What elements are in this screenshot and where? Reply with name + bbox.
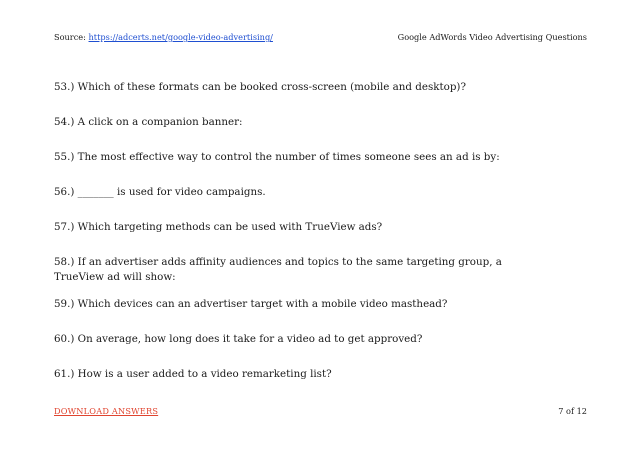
question-item: 54.) A click on a companion banner: xyxy=(54,116,243,128)
question-item: 55.) The most effective way to control the number of times someone sees an ad is by: xyxy=(54,151,500,163)
download-answers-link[interactable]: DOWNLOAD ANSWERS xyxy=(54,406,159,416)
source-label: Source: xyxy=(54,32,89,42)
page-header xyxy=(54,30,587,44)
question-item: 58.) If an advertiser adds affinity audiences and topics to the same targeting group, a TrueView ad will show: xyxy=(54,256,502,283)
document-title: Google AdWords Video Advertising Questions xyxy=(397,32,587,42)
source-line xyxy=(54,30,273,44)
page-footer xyxy=(54,404,587,418)
question-item: 59.) Which devices can an advertiser target with a mobile video masthead? xyxy=(54,298,448,310)
page-number: 7 of 12 xyxy=(558,406,587,416)
question-item: 56.) _______ is used for video campaigns. xyxy=(54,186,266,198)
question-item: 53.) Which of these formats can be booked cross-screen (mobile and desktop)? xyxy=(54,81,466,93)
question-item: 61.) How is a user added to a video remarketing list? xyxy=(54,368,332,380)
source-link[interactable]: https://adcerts.net/google-video-advertising/ xyxy=(88,32,273,42)
question-item: 60.) On average, how long does it take for a video ad to get approved? xyxy=(54,333,423,345)
question-item: 57.) Which targeting methods can be used with TrueView ads? xyxy=(54,221,383,233)
